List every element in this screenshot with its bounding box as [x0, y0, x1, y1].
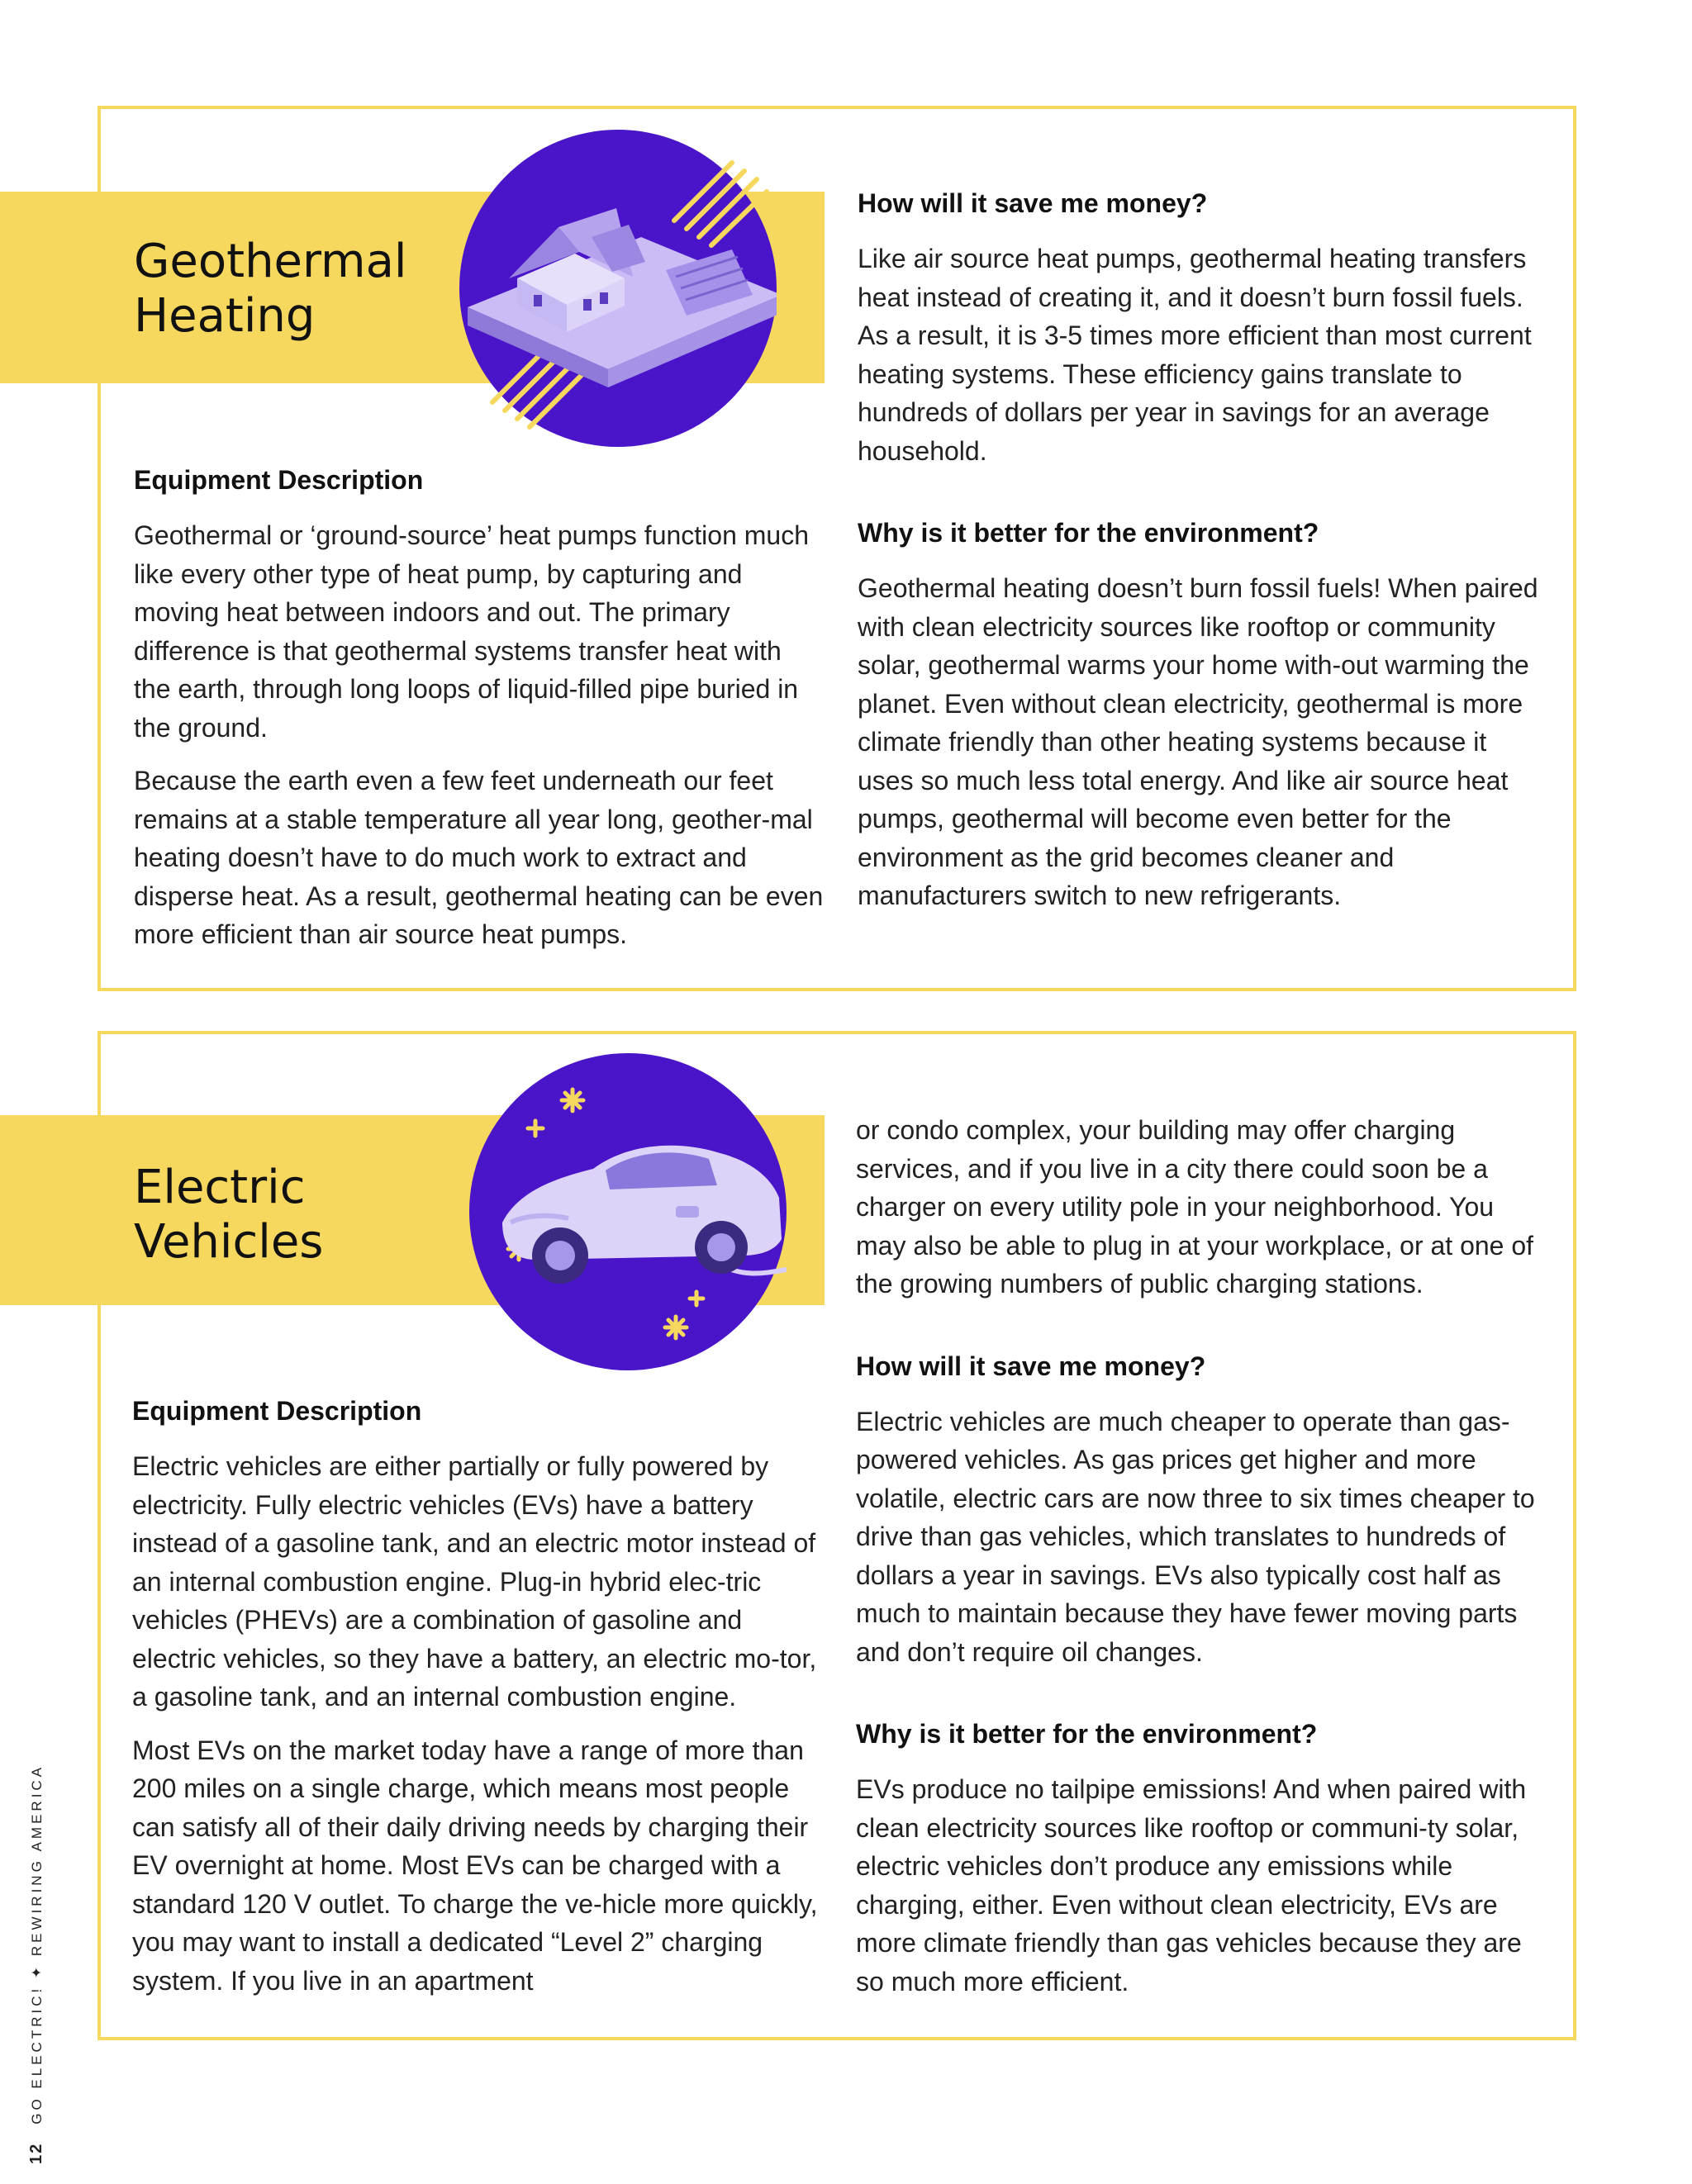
ev-equipment-paragraph-1: Electric vehicles are either partially or fully powered by electricity. Fully electric vehicles (EVs) have a battery instead of a gasoline tank, and an electric motor instead of an internal combustion engine. Plug-in hybrid elec-tric vehicles (PHEVs) are a combination of gasoline and electric vehicles, so they have a battery, an electric mo-tor, a gasoline tank, and an internal combustion engine. [132, 1451, 817, 1712]
page-number: 12 [27, 2142, 45, 2164]
electric-car-charging-icon [469, 1053, 787, 1370]
geothermal-equipment-paragraph-2: Because the earth even a few feet underneath our feet remains at a stable temperature all year long, geother-mal heating doesn’t have to do much work to extract and disperse heat. As a result, geothermal heating can be even more efficient than air source heat pumps. [134, 766, 824, 949]
electric-vehicles-title: Electric Vehicles [134, 1161, 324, 1269]
ev-env-text: EVs produce no tailpipe emissions! And when paired with clean electricity sources like rooftop or communi-ty solar, electric vehicles don’t produce any emissions while charging, either. Even without clean electricity, EVs are more climate friendly than gas vehicles because they are so much more efficient. [856, 1774, 1527, 1996]
geothermal-right-column [858, 187, 1548, 915]
ev-money-heading: How will it save me money? [856, 1351, 1206, 1381]
ev-equipment-heading: Equipment Description [132, 1396, 422, 1426]
geothermal-env-text: Geothermal heating doesn’t burn fossil fuels! When paired with clean electricity sources like rooftop or community solar, geothermal warms your home with-out warming the planet. Even without clean electricity, geothermal is more climate friendly than other heating systems because it uses so much less total energy. And like air source heat pumps, geothermal will become even better for the environment as the grid becomes cleaner and manufacturers switch to new refrigerants. [858, 573, 1538, 910]
geothermal-env-heading: Why is it better for the environment? [858, 518, 1319, 548]
ev-money-text: Electric vehicles are much cheaper to operate than gas-powered vehicles. As gas prices get higher and more volatile, electric cars are now three to six times cheaper to drive than gas vehicles, which translates to hundreds of dollars a year in savings. EVs also typically cost half as much to maintain because they have fewer moving parts and don’t require oil changes. [856, 1406, 1535, 1667]
geothermal-equipment-paragraph-1: Geothermal or ‘ground-source’ heat pumps function much like every other type of heat pump, by capturing and moving heat between indoors and out. The primary difference is that geothermal systems transfer heat with the earth, through long loops of liquid-filled pipe buried in the ground. [134, 520, 810, 743]
electric-vehicles-right-column [856, 1111, 1547, 2001]
geothermal-money-text: Like air source heat pumps, geothermal heating transfers heat instead of creating it, and it doesn’t burn fossil fuels. As a result, it is 3-5 times more efficient than most current heating systems. These efficiency gains translate to hundreds of dollars per year in savings for an average household. [858, 244, 1532, 466]
geothermal-left-column [134, 463, 825, 954]
ev-equipment-paragraph-2: Most EVs on the market today have a range of more than 200 miles on a single charge, which means most people can satisfy all of their daily driving needs by charging their EV overnight at home. Most EVs can be charged with a standard 120 V outlet. To charge the ve-hicle more quickly, you may want to install a dedicated “Level 2” charging system. If you live in an apartment [132, 1735, 818, 1996]
house-on-ground-loop-icon [459, 130, 777, 447]
publication-name: GO ELECTRIC! ✦ REWIRING AMERICA [29, 1764, 45, 2125]
geothermal-title: Geothermal Heating [134, 235, 407, 343]
geothermal-money-heading: How will it save me money? [858, 188, 1208, 218]
ev-continued-text: or condo complex, your building may offer charging services, and if you live in a city there could soon be a charger on every utility pole in your neighborhood. You may also be able to plug in at your workplace, or at one of the growing numbers of public charging stations. [856, 1115, 1534, 1299]
electric-vehicles-left-column [132, 1394, 823, 2000]
ev-env-heading: Why is it better for the environment? [856, 1719, 1318, 1749]
geothermal-equipment-heading: Equipment Description [134, 465, 424, 495]
page-footer [27, 1764, 46, 2164]
